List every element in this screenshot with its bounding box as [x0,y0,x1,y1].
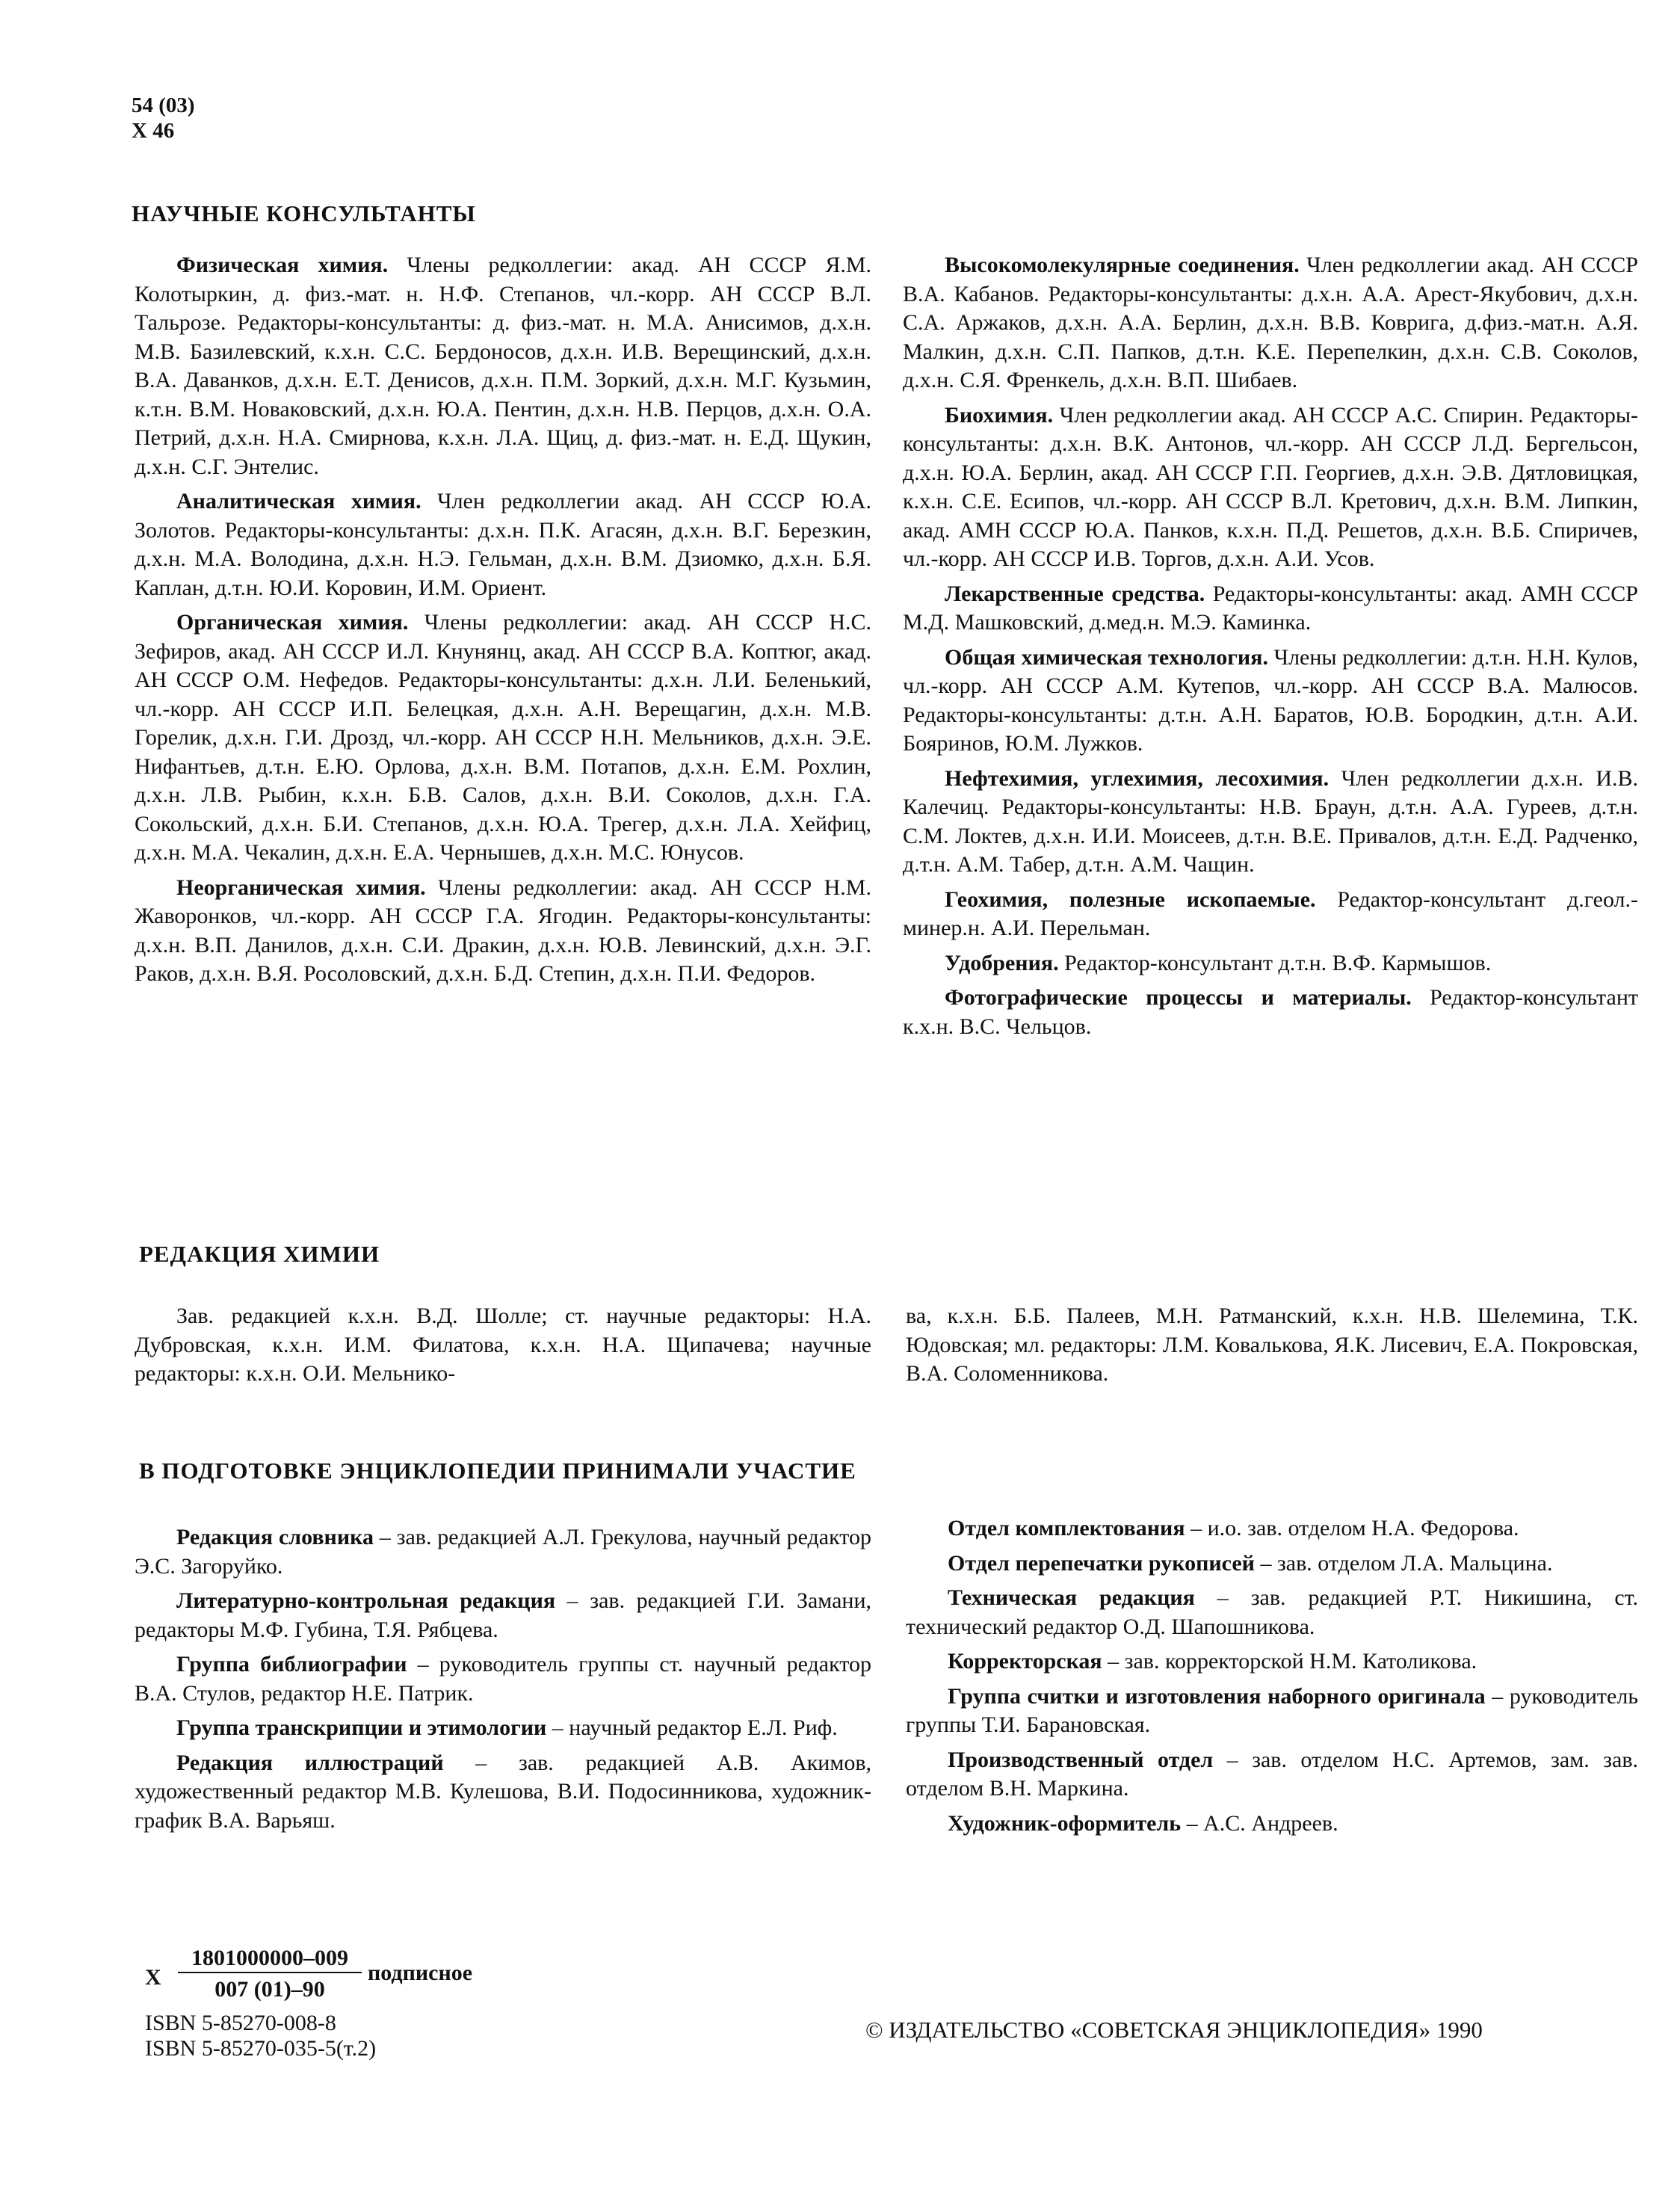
participants-left-column [135,1523,871,1841]
entry-heading: Аналитическая химия. [176,489,421,513]
entry-heading: Редакция словника [176,1525,374,1549]
consultant-entry [135,608,871,868]
editorial-left-column [135,1302,871,1395]
consultant-entry [903,580,1638,638]
consultant-entry [135,487,871,602]
entry-heading: Общая химическая технология. [945,644,1268,670]
consultant-entry [903,401,1638,574]
copyright: © ИЗДАТЕЛЬСТВО «СОВЕТСКАЯ ЭНЦИКЛОПЕДИЯ» 1990 [865,2017,1483,2043]
entry-heading: Художник-оформитель [948,1810,1182,1836]
participant-entry [135,1523,871,1581]
entry-heading: Органическая химия. [176,610,409,635]
entry-heading: Биохимия. [945,402,1054,428]
consultant-entry [903,886,1638,943]
entry-heading: Неорганическая химия. [176,875,426,900]
consultant-entry [135,874,871,989]
entry-text: – зав. редакцией А.В. Акимов, художественный редактор М.В. Кулешова, В.И. Подосинникова, художник-график В.А. Варьяш. [135,1750,871,1833]
participant-entry [906,1549,1638,1579]
entry-heading: Фотографические процессы и материалы. [945,985,1412,1010]
participant-entry [135,1650,871,1708]
entry-heading: Техническая редакция [948,1585,1195,1610]
entry-heading: Геохимия, полезные ископаемые. [945,886,1316,912]
entry-text: Редактор-консультант д.т.н. В.Ф. Кармышов. [1058,950,1492,975]
participant-entry [906,1746,1638,1804]
consultant-entry [903,765,1638,880]
entry-text: Член редколлегии акад. АН СССР В.А. Кабанов. Редакторы-консультанты: д.х.н. А.А. Арест-Якубович, д.х.н. С.А. Аржаков, д.х.н. А.А. Берлин, д.х.н. В.В. Коврига, д.физ.-мат.н. А.Я. Малкин, д.х.н. С.П. Папков, д.т.н. К.Е. Перепелкин, д.х.н. С.В. Соколов, д.х.н. С.Я. Френкель, д.х.н. В.П. Шибаев. [903,253,1638,392]
participant-entry [906,1810,1638,1839]
entry-text: Редактор-консультант д.геол.-минер.н. А.И. Перельман. [903,886,1639,940]
participants-heading: В ПОДГОТОВКЕ ЭНЦИКЛОПЕДИИ ПРИНИМАЛИ УЧАСТИЕ [139,1458,856,1484]
entry-heading: Группа транскрипции и этимологии [176,1715,547,1740]
entry-text: – зав. редакцией А.Л. Грекулова, научный редактор Э.С. Загоруйко. [135,1525,871,1579]
entry-text: Член редколлегии акад. АН СССР Ю.А. Золотов. Редакторы-консультанты: д.х.н. П.К. Агасян, д.х.н. В.Г. Березкин, д.х.н. М.А. Володина, д.х.н. Н.Э. Гельман, д.х.н. В.М. Дзиомко, д.х.н. Б.Я. Каплан, д.т.н. Ю.И. Коровин, И.М. Ориент. [135,489,871,600]
participant-entry [906,1584,1638,1641]
pub-denominator: 007 (01)–90 [214,1977,325,2002]
entry-text: Члены редколлегии: д.т.н. Н.Н. Кулов, чл.-корр. АН СССР А.М. Кутепов, чл.-корр. АН СССР В.А. Малюсов. Редакторы-консультанты: д.т.н. А.Н. Баратов, Ю.В. Бородкин, д.т.н. А.И. Бояринов, Ю.М. Лужков. [903,644,1639,756]
consultants-right-column [903,251,1638,1047]
entry-text: Члены редколлегии: акад. АН СССР Н.С. Зефиров, акад. АН СССР И.Л. Кнунянц, акад. АН СССР В.А. Коптюг, акад. АН СССР О.М. Нефедов. Редакторы-консультанты: д.х.н. Л.И. Беленький, чл.-корр. АН СССР И.П. Белецкая, д.х.н. А.Н. Верещагин, д.х.н. М.В. Горелик, д.х.н. Г.И. Дрозд, чл.-корр. АН СССР Н.Н. Мельников, д.х.н. Э.Е. Нифантьев, д.т.н. Е.Ю. Орлова, д.х.н. В.М. Потапов, д.х.н. Е.М. Рохлин, д.х.н. Л.В. Рыбин, к.х.н. Б.В. Салов, д.х.н. В.И. Соколов, д.х.н. Г.А. Сокольский, д.х.н. Б.И. Степанов, д.х.н. Ю.А. Трегер, д.х.н. Л.А. Хейфиц, д.х.н. М.А. Чекалин, д.х.н. Е.А. Чернышев, д.х.н. М.С. Юнусов. [135,610,871,865]
consultant-entry [135,251,871,481]
entry-text: Редакторы-консультанты: акад. АМН СССР М.Д. Машковский, д.мед.н. М.Э. Каминка. [903,581,1638,635]
editorial-right-column [906,1302,1638,1395]
entry-text: – научный редактор Е.Л. Риф. [546,1715,838,1740]
entry-text: – и.о. зав. отделом Н.А. Федорова. [1185,1516,1519,1540]
editorial-heading: РЕДАКЦИЯ ХИМИИ [139,1241,380,1267]
participant-entry [135,1749,871,1836]
entry-heading: Корректорская [948,1649,1102,1674]
pub-note: подписное [368,1961,473,1985]
entry-text: – зав. отделом Л.А. Мальцина. [1254,1550,1553,1576]
entry-text: – зав. редакцией Г.И. Замани, редакторы М.Ф. Губина, Т.Я. Рябцева. [135,1588,871,1642]
entry-text: – руководитель группы Т.И. Барановская. [906,1683,1638,1737]
entry-text: – зав. редакцией Р.Т. Никишина, ст. технический редактор О.Д. Шапошникова. [906,1585,1639,1639]
entry-heading: Литературно-контрольная редакция [176,1588,556,1613]
participant-entry [906,1514,1638,1543]
entry-heading: Удобрения. [945,950,1059,975]
entry-heading: Отдел комплектования [948,1516,1185,1540]
entry-heading: Физическая химия. [176,253,389,277]
entry-text: Члены редколлегии: акад. АН СССР Н.М. Жаворонков, чл.-корр. АН СССР Г.А. Ягодин. Редакторы-консультанты: д.х.н. В.П. Данилов, д.х.н. С.И. Дракин, д.х.н. Ю.В. Левинский, д.х.н. Э.Г. Раков, д.х.н. В.Я. Росоловский, д.х.н. Б.Д. Степин, д.х.н. П.И. Федоров. [135,875,871,986]
entry-text: – А.С. Андреев. [1181,1810,1338,1836]
entry-text: – руководитель группы ст. научный редактор В.А. Стулов, редактор Н.Е. Патрик. [135,1652,871,1706]
entry-heading: Производственный отдел [948,1747,1214,1772]
pub-numerator: 1801000000–009 [178,1945,362,1973]
isbn-line-1: ISBN 5-85270-008-8 [145,2011,336,2035]
entry-text: – зав. отделом Н.С. Артемов, зам. зав. отделом В.Н. Маркина. [906,1747,1638,1801]
participants-right-column [906,1514,1638,1844]
entry-heading: Высокомолекулярные соединения. [945,253,1300,277]
participant-entry [135,1714,871,1743]
entry-heading: Отдел перепечатки рукописей [948,1550,1255,1576]
consultants-left-column [135,251,871,995]
entry-heading: Группа библиографии [176,1652,407,1677]
isbn-line-2: ISBN 5-85270-035-5(т.2) [145,2036,377,2061]
participant-entry [906,1682,1638,1740]
udc-code: 54 (03) X 46 [132,93,195,143]
consultant-entry [903,949,1638,978]
entry-text: Член редколлегии д.х.н. И.В. Калечиц. Редакторы-консультанты: Н.В. Браун, д.т.н. А.А. Гуреев, д.т.н. С.М. Локтев, д.х.н. И.И. Моисеев, д.т.н. В.Е. Привалов, д.т.н. Е.Д. Радченко, д.т.н. А.М. Табер, д.т.н. А.М. Чащин. [903,765,1638,877]
entry-text: Редактор-консультант к.х.н. В.С. Чельцов. [903,985,1638,1039]
entry-heading: Лекарственные средства. [945,581,1205,606]
consultant-entry [903,251,1638,395]
editorial-text-left: Зав. редакцией к.х.н. В.Д. Шолле; ст. научные редакторы: Н.А. Дубровская, к.х.н. И.М. Филатова, к.х.н. Н.А. Щипачева; научные редакторы: к.х.н. О.И. Мельнико- [135,1304,871,1386]
entry-heading: Группа считки и изготовления наборного оригинала [948,1683,1486,1709]
consultant-entry [903,984,1638,1041]
pub-x: X [145,1965,161,1990]
entry-text: – зав. корректорской Н.М. Католикова. [1102,1649,1477,1674]
participant-entry [906,1647,1638,1677]
entry-text: Члены редколлегии: акад. АН СССР Я.М. Колотыркин, д. физ.-мат. н. Н.Ф. Степанов, чл.-корр. АН СССР В.Л. Тальрозе. Редакторы-консультанты: д. физ.-мат. н. М.А. Анисимов, д.х.н. М.В. Базилевский, к.х.н. С.С. Бердоносов, д.х.н. И.В. Верещинский, д.х.н. В.А. Даванков, д.х.н. Е.Т. Денисов, д.х.н. П.М. Зоркий, д.х.н. М.Г. Кузьмин, к.т.н. В.М. Новаковский, д.х.н. Ю.А. Пентин, д.х.н. Н.В. Перцов, д.х.н. О.А. Петрий, д.х.н. Н.А. Смирнова, к.х.н. Л.А. Щиц, д. физ.-мат. н. Е.Д. Щукин, д.х.н. С.Г. Энтелис. [135,253,872,479]
entry-heading: Редакция иллюстраций [176,1750,444,1775]
participant-entry [135,1587,871,1644]
editorial-text-right: ва, к.х.н. Б.Б. Палеев, М.Н. Ратманский, к.х.н. Н.В. Шелемина, Т.К. Юдовская; мл. редакторы: Л.М. Ковалькова, Я.К. Лисевич, Е.А. Покровская, В.А. Соломенникова. [906,1304,1638,1386]
entry-heading: Нефтехимия, углехимия, лесохимия. [945,765,1330,791]
entry-text: Член редколлегии акад. АН СССР А.С. Спирин. Редакторы-консультанты: д.х.н. В.К. Антонов, чл.-корр. АН СССР Л.Д. Бергельсон, д.х.н. Ю.А. Берлин, акад. АН СССР Г.П. Георгиев, д.х.н. Э.В. Дятловицкая, к.х.н. С.Е. Есипов, чл.-корр. АН СССР В.Л. Кретович, д.х.н. В.М. Липкин, акад. АМН СССР Ю.А. Панков, к.х.н. П.Д. Решетов, д.х.н. В.Б. Спиричев, чл.-корр. АН СССР И.В. Торгов, д.х.н. А.И. Усов. [903,402,1638,571]
consultants-heading: НАУЧНЫЕ КОНСУЛЬТАНТЫ [132,200,476,226]
consultant-entry [903,644,1638,759]
